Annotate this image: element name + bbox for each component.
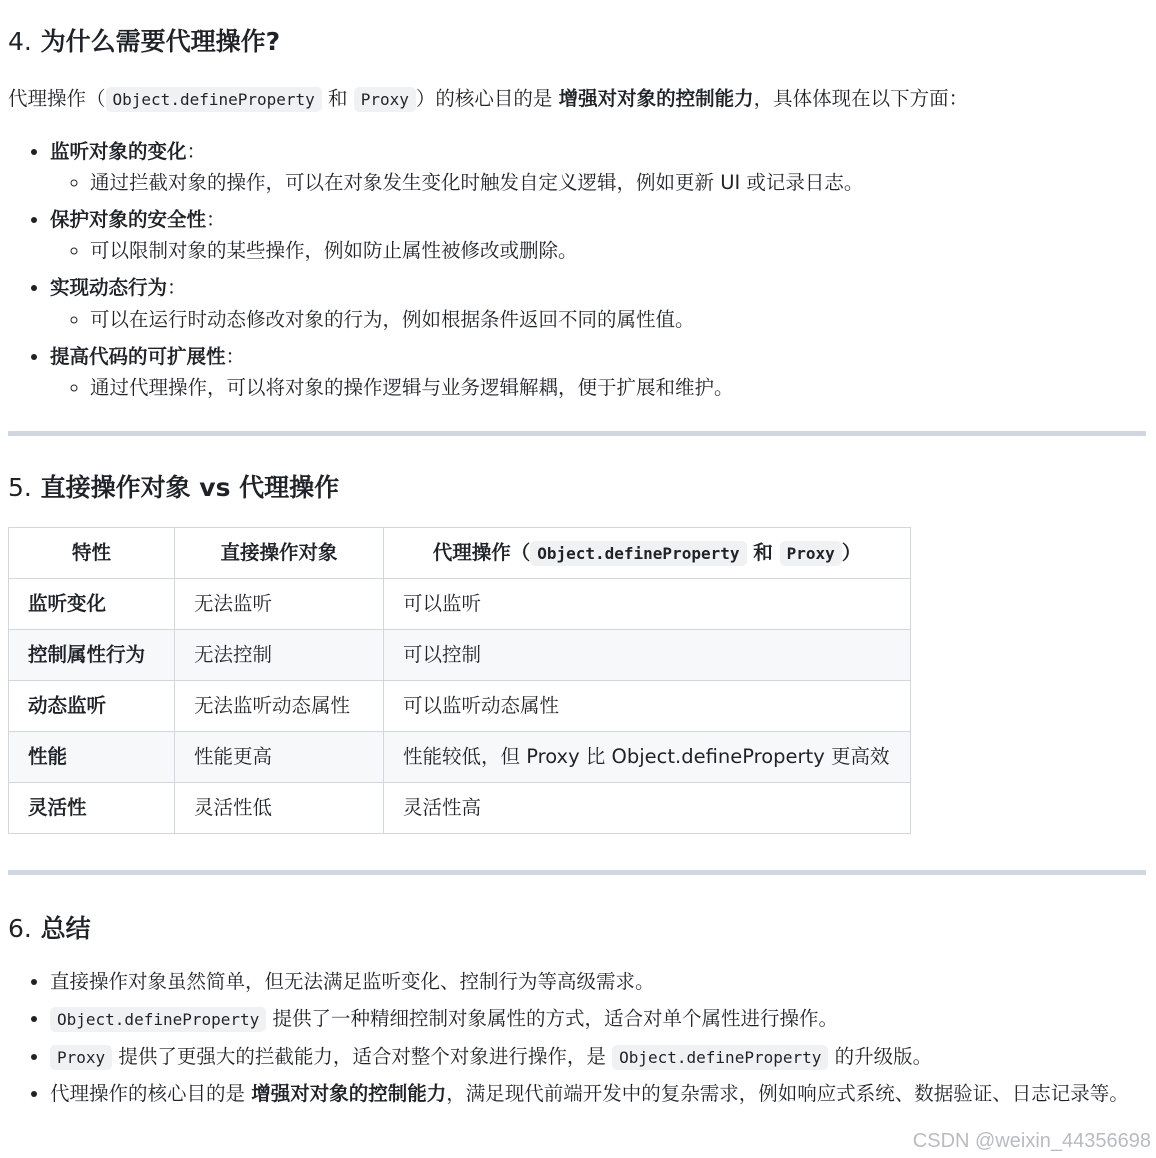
section-4-number: 4. [8,27,32,56]
section-5-number: 5. [8,473,32,503]
summary-text: 的升级版。 [834,1044,933,1068]
header-direct: 直接操作对象 [175,527,384,578]
cell-proxy: 可以控制 [384,629,911,680]
intro-code-defineproperty: Object.defineProperty [106,87,322,112]
feature-detail: ◦ 可以限制对象的某些操作，例如防止属性被修改或删除。 [90,235,1146,266]
feature-title: 保护对象的安全性 [50,208,207,232]
list-item [50,1004,1146,1034]
section-6-number: 6. [8,913,32,943]
intro-bold: 增强对对象的控制能力 [558,86,754,110]
intro-prefix: 代理操作（ [8,86,106,110]
summary-text: 提供了更强大的拦截能力，适合对整个对象进行操作，是 [118,1044,606,1068]
summary-text: 代理操作的核心目的是 [50,1081,246,1105]
cell-direct: 无法控制 [175,629,384,680]
header-code-defineproperty: Object.defineProperty [530,541,746,566]
cell-direct: 灵活性低 [175,782,384,833]
cell-feature: 控制属性行为 [9,629,175,680]
header-code-proxy: Proxy [780,541,842,566]
header-proxy [384,527,911,578]
list-item [50,341,1146,403]
cell-direct: 性能更高 [175,731,384,782]
feature-colon: ： [186,139,207,163]
feature-detail: ◦ 通过拦截对象的操作，可以在对象发生变化时触发自定义逻辑，例如更新 UI 或记录日志。 [90,167,1146,198]
comparison-table [8,527,911,834]
summary-text: 提供了一种精细控制对象属性的方式，适合对单个属性进行操作。 [272,1007,839,1031]
summary-text: ，满足现代前端开发中的复杂需求，例如响应式系统、数据验证、日志记录等。 [446,1081,1129,1105]
intro-mid: ）的核心目的是 [415,86,553,110]
section-5-title: 直接操作对象 vs 代理操作 [40,473,340,503]
intro-suffix: ，具体体现在以下方面： [753,86,969,110]
feature-detail: ◦ 可以在运行时动态修改对象的行为，例如根据条件返回不同的属性值。 [90,304,1146,335]
summary-code-proxy: Proxy [50,1045,112,1070]
list-item [50,1042,1146,1072]
summary-bold: 增强对对象的控制能力 [251,1081,447,1105]
feature-title: 提高代码的可扩展性 [50,344,226,368]
header-feature: 特性 [9,527,175,578]
feature-title: 监听对象的变化 [50,139,187,163]
feature-colon: ： [206,208,226,232]
cell-proxy: 可以监听动态属性 [384,680,911,731]
section-4-intro [8,83,1146,114]
cell-proxy: 性能较低，但 Proxy 比 Object.defineProperty 更高效 [384,731,911,782]
feature-detail: ◦ 通过代理操作，可以将对象的操作逻辑与业务逻辑解耦，便于扩展和维护。 [90,372,1146,403]
csdn-watermark: CSDN @weixin_44356698 [912,1130,1151,1152]
section-6-heading [8,913,1146,946]
feature-colon: ： [225,344,246,368]
list-item: • 直接操作对象虽然简单，但无法满足监听变化、控制行为等高级需求。 [50,967,1146,997]
table-header-row [9,527,911,578]
header-proxy-suffix: ） [841,541,862,565]
section-4-heading [8,0,1146,59]
section-5-heading [8,472,1146,505]
section-divider [8,431,1146,436]
cell-feature: 动态监听 [9,680,175,731]
summary-code-defineproperty: Object.defineProperty [612,1045,828,1070]
table-row [9,680,911,731]
cell-feature: 灵活性 [9,782,175,833]
section-4-title: 为什么需要代理操作? [40,27,281,56]
table-row [9,731,911,782]
section-divider [8,870,1146,875]
cell-feature: 性能 [9,731,175,782]
header-proxy-prefix: 代理操作（ [432,541,531,565]
cell-proxy: 可以监听 [384,578,911,629]
feature-title: 实现动态行为 [50,276,168,300]
table-row [9,578,911,629]
cell-proxy: 灵活性高 [384,782,911,833]
summary-list [8,967,1146,1109]
list-item [50,204,1146,266]
list-item [50,1079,1146,1109]
cell-direct: 无法监听 [175,578,384,629]
header-proxy-and: 和 [753,541,773,565]
cell-direct: 无法监听动态属性 [175,680,384,731]
feature-colon: ： [167,276,187,300]
section-6-title: 总结 [40,913,91,943]
cell-feature: 监听变化 [9,578,175,629]
intro-and: 和 [328,86,348,110]
list-item [50,272,1146,334]
features-list [8,136,1146,404]
list-item [50,136,1146,198]
table-row [9,629,911,680]
intro-code-proxy: Proxy [354,87,416,112]
table-row [9,782,911,833]
summary-code-defineproperty: Object.defineProperty [50,1007,266,1032]
